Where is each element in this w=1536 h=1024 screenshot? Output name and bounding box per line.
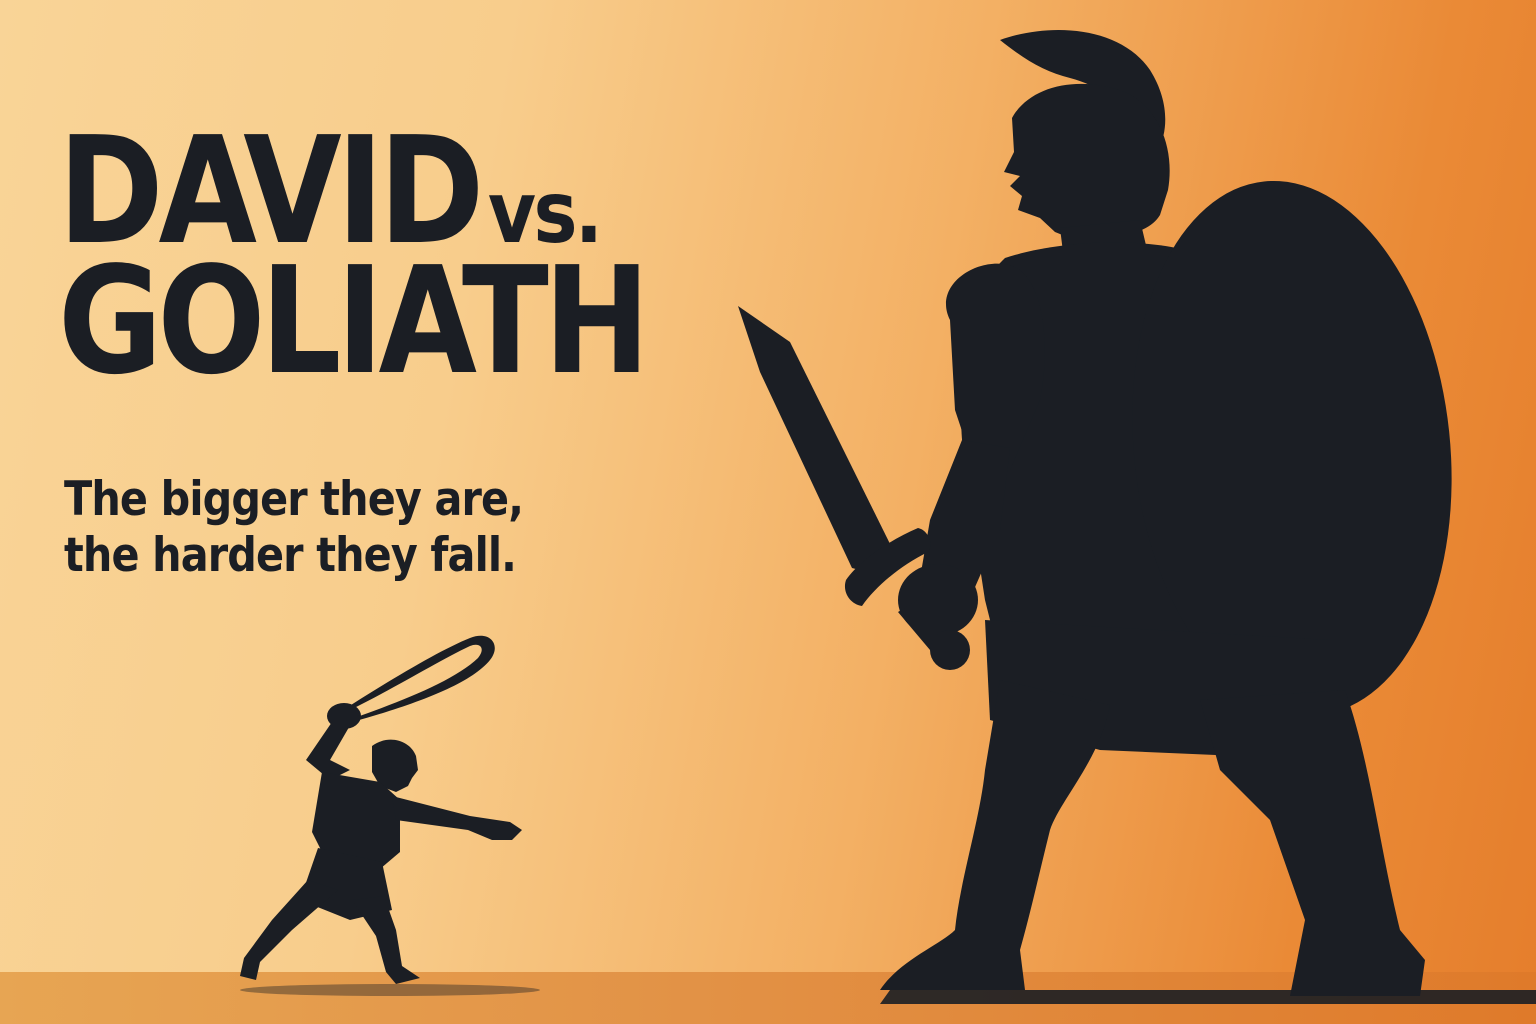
- david-shadow: [240, 984, 540, 996]
- tagline: [64, 472, 523, 585]
- title-goliath: GOLIATH: [58, 235, 645, 408]
- tagline-line-1: The bigger they are,: [64, 472, 524, 527]
- title-vs: vs.: [487, 163, 601, 263]
- goliath-shadow: [880, 990, 1536, 1004]
- title-david: DAVID: [58, 105, 480, 277]
- tagline-line-2: the harder they fall.: [64, 528, 516, 584]
- goliath-silhouette-icon: [738, 30, 1477, 996]
- poster-title: [58, 105, 645, 408]
- sling-icon: [340, 636, 495, 722]
- david-silhouette-icon: [240, 636, 522, 984]
